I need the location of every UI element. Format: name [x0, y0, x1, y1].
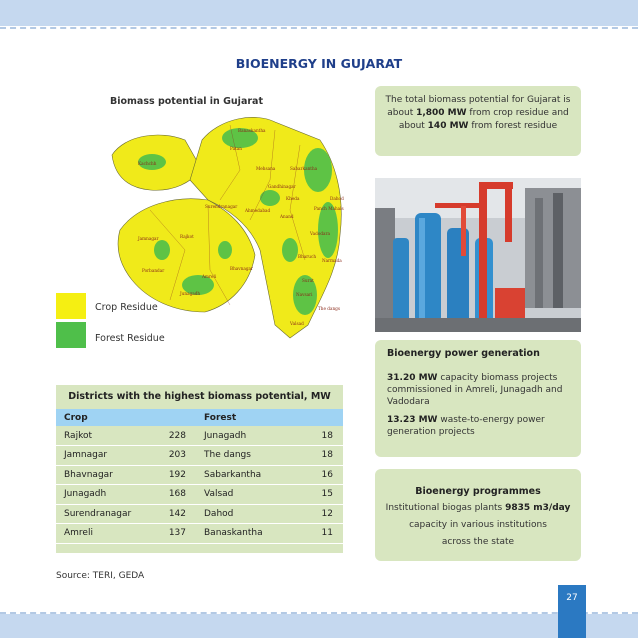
header-crop: Crop [64, 412, 88, 423]
legend-label-forest: Forest Residue [95, 333, 165, 344]
district-label: Vadodara [310, 231, 331, 236]
table-row [56, 426, 343, 446]
forest-potential-value: 140 MW [427, 121, 469, 131]
header-forest: Forest [204, 412, 237, 423]
programmes-line-1 [383, 500, 573, 517]
crop-value: 137 [156, 524, 196, 544]
district-label: Kheda [286, 196, 300, 201]
crop-district: Jamnagar [56, 446, 156, 466]
forest-district: The dangs [196, 446, 296, 466]
crop-value: 168 [156, 485, 196, 505]
table-row [56, 504, 343, 524]
forest-value: 12 [296, 504, 343, 524]
table-title: Districts with the highest biomass potential, MW [68, 391, 331, 402]
total-text-3: from forest residue [468, 121, 558, 131]
district-label: Porbandar [142, 268, 165, 273]
district-label: Rajkot [180, 234, 194, 239]
map-title: Biomass potential in Gujarat [110, 96, 263, 107]
crop-district: Bhavnagar [56, 465, 156, 485]
forest-district: Junagadh [196, 426, 296, 446]
legend-label-crop: Crop Residue [95, 302, 158, 313]
bioenergy-programmes-box [375, 469, 581, 561]
district-label: Panch Mahals [314, 206, 344, 211]
crop-value: 192 [156, 465, 196, 485]
forest-district: Valsad [196, 485, 296, 505]
forest-district: Sabarkantha [196, 465, 296, 485]
header-crop-value [156, 409, 196, 426]
header-forest-value [296, 409, 343, 426]
forest-value: 18 [296, 426, 343, 446]
district-label: Surat [302, 278, 314, 283]
district-label: Jamnagar [138, 236, 159, 241]
district-label: Navsari [296, 292, 313, 297]
district-label: Kachchh [138, 161, 157, 166]
forest-district: Dahod [196, 504, 296, 524]
crop-potential-value: 1,800 MW [416, 108, 467, 118]
table-header-row [56, 409, 343, 426]
total-potential-box [375, 86, 581, 156]
district-label: Mehsana [256, 166, 276, 171]
district-label: Narmada [322, 258, 342, 263]
district-label: Dahod [330, 196, 344, 201]
district-label: Banaskantha [238, 128, 266, 133]
power-heading: Bioenergy power generation [387, 348, 540, 359]
top-band [0, 0, 638, 26]
district-label: Gandhinagar [268, 184, 296, 189]
crop-district: Amreli [56, 524, 156, 544]
district-label: Sabarkantha [290, 166, 318, 171]
power-item-2 [387, 414, 569, 438]
power-item-2-text: waste-to-energy power generation projects [387, 415, 545, 437]
table-row [56, 465, 343, 485]
districts-table [56, 409, 343, 544]
programmes-heading: Bioenergy programmes [415, 486, 541, 497]
forest-value: 11 [296, 524, 343, 544]
programmes-text-1: Institutional biogas plants [385, 503, 506, 513]
district-label: Valsad [290, 321, 304, 326]
page-title: BIOENERGY IN GUJARAT [235, 56, 403, 71]
crop-value: 203 [156, 446, 196, 466]
forest-value: 18 [296, 446, 343, 466]
district-label: Junagadh [180, 291, 201, 296]
forest-value: 15 [296, 485, 343, 505]
table-row [56, 524, 343, 544]
crop-value: 142 [156, 504, 196, 524]
legend-swatch-forest [56, 322, 86, 348]
crop-value: 228 [156, 426, 196, 446]
district-label: Anand [280, 214, 294, 219]
bottom-dashed-divider [0, 612, 638, 614]
legend-swatch-crop [56, 293, 86, 319]
district-label: Amreli [202, 274, 217, 279]
forest-value: 16 [296, 465, 343, 485]
source-note: Source: TERI, GEDA [56, 571, 145, 581]
page-number: 27 [558, 585, 586, 638]
top-dashed-divider [0, 27, 638, 29]
power-item-1-text: capacity biomass projects commissioned in Amreli, Junagadh and Vadodara [387, 373, 563, 407]
total-text-1: The total biomass potential for Gujarat is about [385, 95, 571, 118]
crop-district: Junagadh [56, 485, 156, 505]
power-item-1-value: 31.20 MW [387, 373, 438, 383]
districts-table-box [56, 385, 343, 553]
biomass-plant-photo [375, 178, 581, 332]
programmes-line-3: across the state [441, 537, 515, 547]
total-text-2: from crop residue and about [398, 108, 569, 131]
programmes-line-2: capacity in various institutions [409, 520, 547, 530]
bottom-band [0, 614, 638, 638]
biogas-capacity-value: 9835 m3/day [505, 503, 571, 513]
table-row [56, 485, 343, 505]
district-label: Patan [230, 146, 243, 151]
crop-district: Rajkot [56, 426, 156, 446]
power-generation-box [375, 340, 581, 457]
district-label: Surendranagar [205, 204, 238, 209]
power-item-2-value: 13.23 MW [387, 415, 438, 425]
district-label: The dangs [318, 306, 341, 311]
power-item-1 [387, 372, 569, 408]
crop-district: Surendranagar [56, 504, 156, 524]
district-label: Bhavnagar [230, 266, 254, 271]
district-label: Bharuch [298, 254, 317, 259]
table-row [56, 446, 343, 466]
district-label: Ahmedabad [245, 208, 271, 213]
forest-district: Banaskantha [196, 524, 296, 544]
